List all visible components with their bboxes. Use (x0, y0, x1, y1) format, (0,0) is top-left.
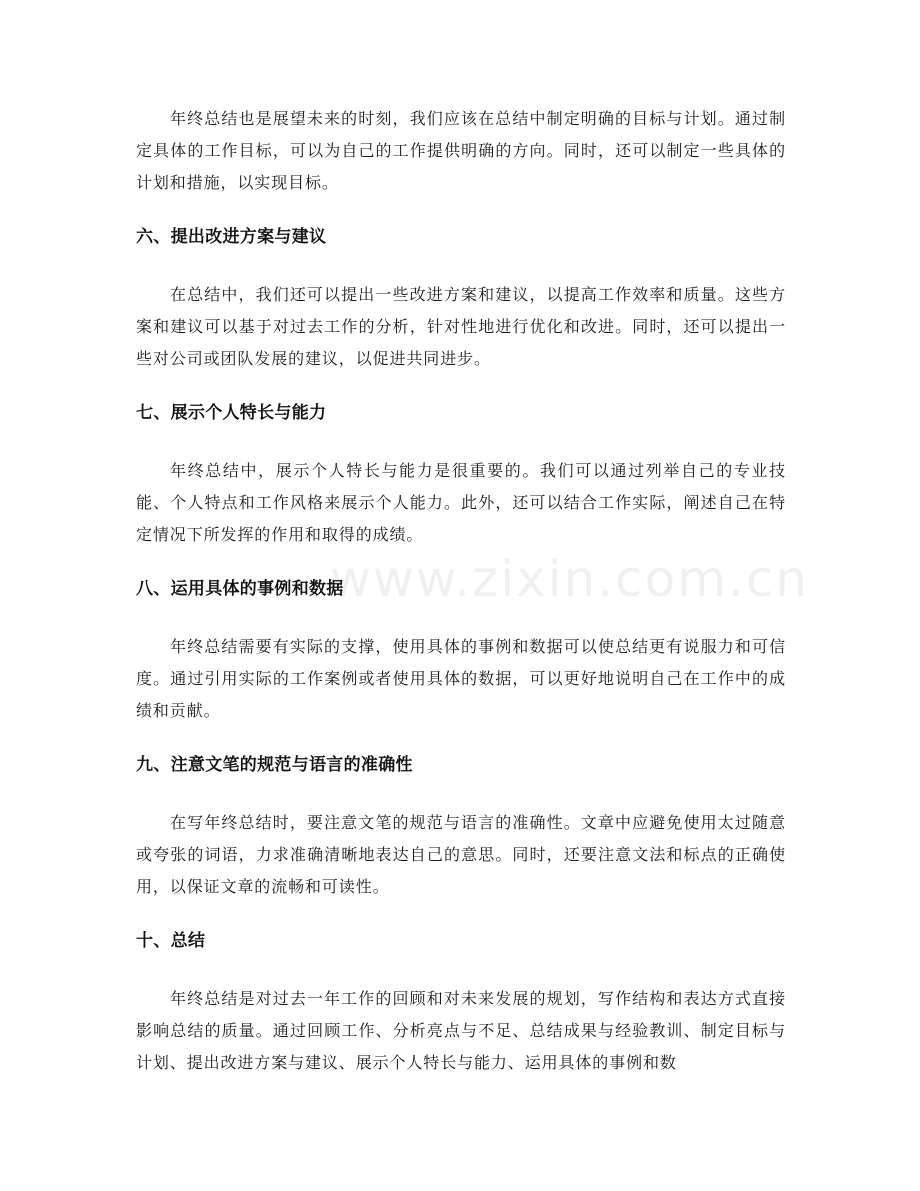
paragraph-section-10: 年终总结是对过去一年工作的回顾和对未来发展的规划，写作结构和表达方式直接影响总结的质量。通过回顾工作、分析亮点与不足、总结成果与经验教训、制定目标与计划、提出改进方案与建议、展示个人特长与能力、运用具体的事例和数 (136, 989, 786, 1072)
heading-section-8: 八、运用具体的事例和数据 (136, 579, 344, 599)
paragraph-section-7: 年终总结中，展示个人特长与能力是很重要的。我们可以通过列举自己的专业技能、个人特点和工作风格来展示个人能力。此外，还可以结合工作实际，阐述自己在特定情况下所发挥的作用和取得的成绩。 (136, 461, 786, 544)
heading-section-10: 十、总结 (136, 931, 206, 951)
heading-section-9: 九、注意文笔的规范与语言的准确性 (136, 755, 413, 775)
paragraph-section-9: 在写年终总结时，要注意文笔的规范与语言的准确性。文章中应避免使用太过随意或夸张的词语，力求准确清晰地表达自己的意思。同时，还要注意文法和标点的正确使用，以保证文章的流畅和可读性。 (136, 813, 786, 896)
paragraph-section-6: 在总结中，我们还可以提出一些改进方案和建议，以提高工作效率和质量。这些方案和建议可以基于对过去工作的分析，针对性地进行优化和改进。同时，还可以提出一些对公司或团队发展的建议，以促进共同进步。 (136, 285, 786, 368)
heading-section-7: 七、展示个人特长与能力 (136, 403, 327, 423)
heading-section-6: 六、提出改进方案与建议 (136, 227, 327, 247)
paragraph-section-8: 年终总结需要有实际的支撑，使用具体的事例和数据可以使总结更有说服力和可信度。通过引用实际的工作案例或者使用具体的数据，可以更好地说明自己在工作中的成绩和贡献。 (136, 637, 786, 720)
watermark: www.zixin.com.cn (330, 550, 810, 608)
paragraph-goals-plans: 年终总结也是展望未来的时刻，我们应该在总结中制定明确的目标与计划。通过制定具体的工作目标，可以为自己的工作提供明确的方向。同时，还可以制定一些具体的计划和措施，以实现目标。 (136, 109, 786, 192)
document-body (136, 103, 786, 1079)
